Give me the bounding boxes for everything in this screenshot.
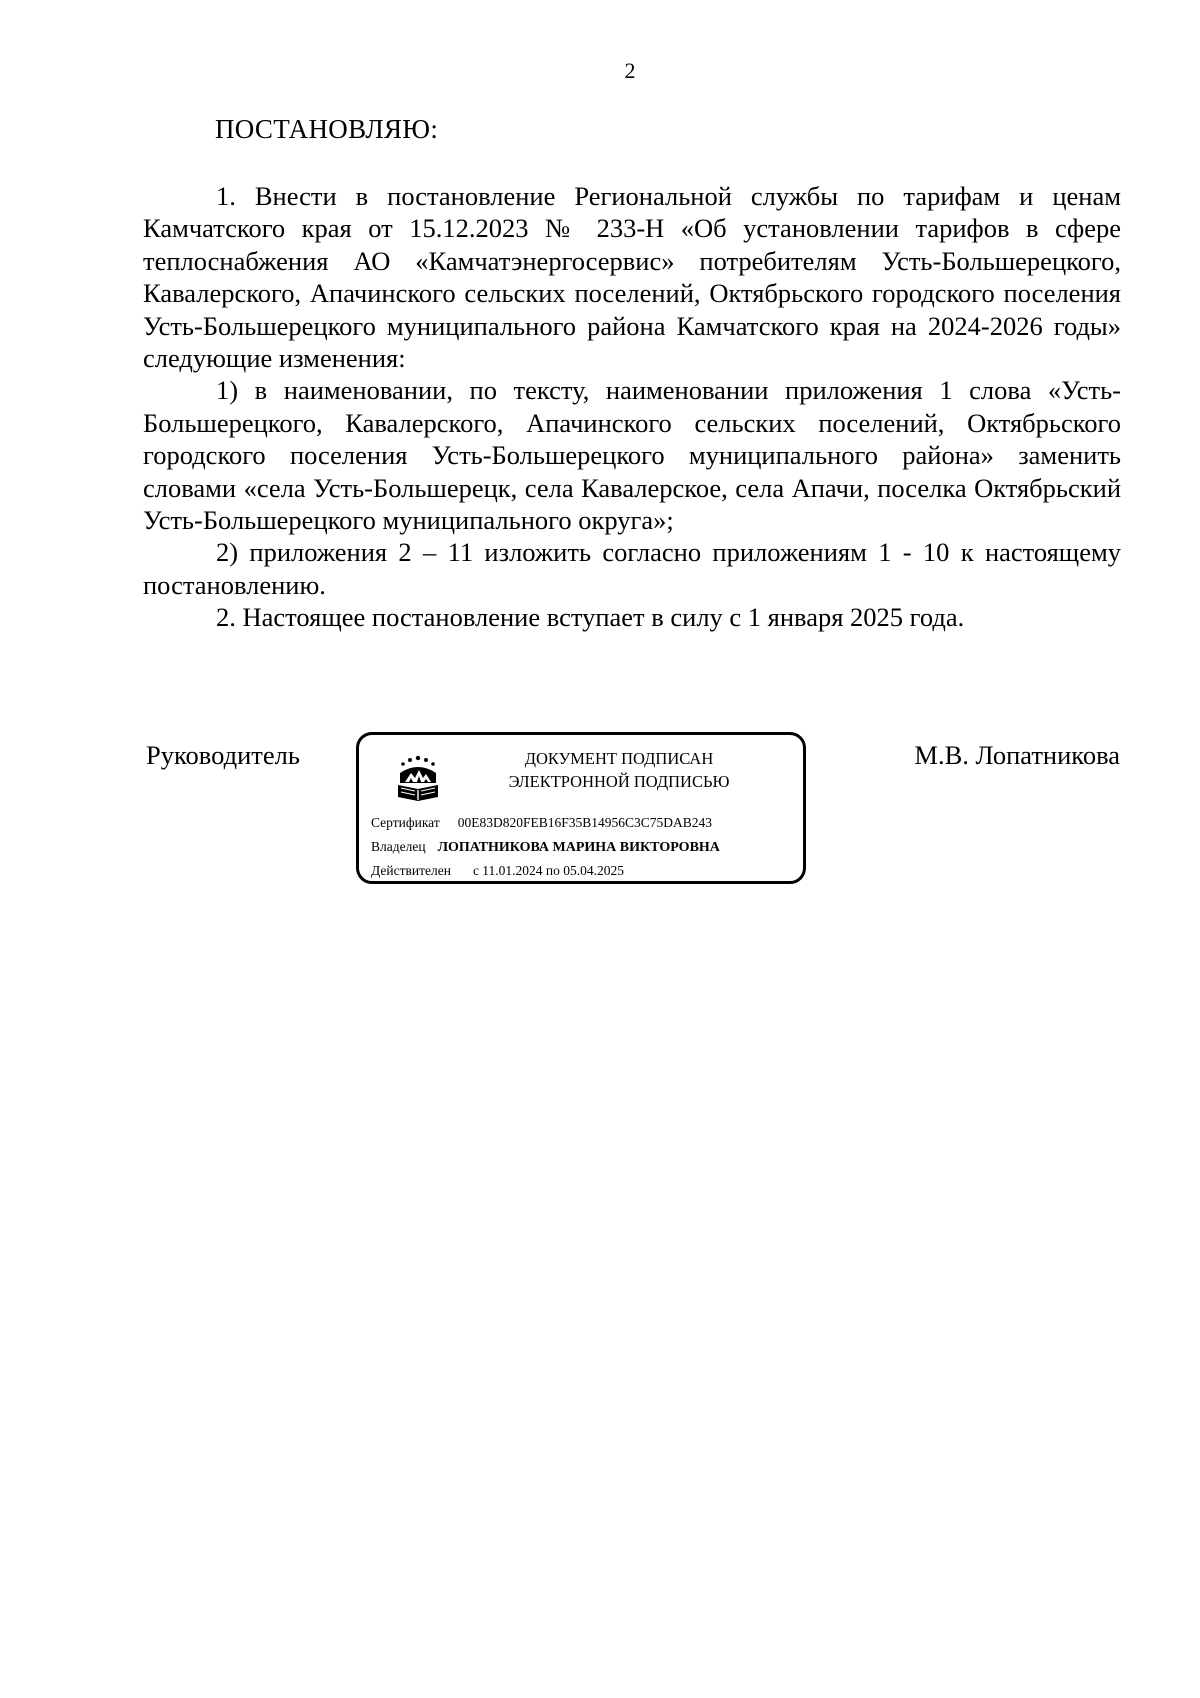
owner-label: Владелец (371, 839, 426, 854)
signer-position: Руководитель (146, 740, 300, 770)
stamp-title-line-1: ДОКУМЕНТ ПОДПИСАН (524, 749, 714, 768)
document-heading: ПОСТАНОВЛЯЮ: (215, 114, 439, 144)
certificate-value: 00E83D820FEB16F35B14956C3C75DAB243 (457, 815, 713, 830)
signature-block (0, 732, 1200, 902)
paragraph-1: 1. Внести в постановление Региональной службы по тарифам и ценам Камчатского края от 15.12.2023 № 233-Н «Об установлении тарифов в сфере теплоснабжения АО «Камчатэнергосервис» потребителям Усть-Большерецкого, Кавалерского, Апачинского сельских поселений, Октябрьского городского поселения Усть-Большерецкого муниципального района Камчатского края на 2024-2026 годы» следующие изменения: (143, 181, 1121, 374)
electronic-signature-stamp (356, 732, 806, 884)
document-body (143, 180, 1121, 634)
stamp-title-line-2: ЭЛЕКТРОННОЙ ПОДПИСЬЮ (508, 772, 730, 791)
paragraph-2: 2. Настоящее постановление вступает в силу с 1 января 2025 года. (216, 602, 965, 633)
stamp-validity-row (371, 863, 624, 879)
stamp-certificate-row (371, 815, 712, 831)
paragraph-1-sub-2: 2) приложения 2 – 11 изложить согласно приложениям 1 - 10 к настоящему постановлению. (143, 537, 1121, 600)
validity-value: с 11.01.2024 по 05.04.2025 (472, 863, 625, 878)
stamp-owner-row (371, 839, 720, 856)
kamchatka-coat-of-arms-icon (395, 753, 441, 803)
page-number: 2 (624, 58, 636, 83)
stamp-title (469, 747, 769, 793)
paragraph-1-sub-1: 1) в наименовании, по тексту, наименовании приложения 1 слова «Усть-Большерецкого, Кавалерского, Апачинского сельских поселений, Октябрьского городского поселения Усть-Большерецкого муниципального района» заменить словами «села Усть-Большерецк, села Кавалерское, села Апачи, поселка Октябрьский Усть-Большерецкого муниципального округа»; (143, 375, 1121, 536)
validity-label: Действителен (371, 863, 451, 878)
signer-name: М.В. Лопатникова (914, 740, 1120, 770)
owner-value: ЛОПАТНИКОВА МАРИНА ВИКТОРОВНА (437, 840, 720, 855)
certificate-label: Сертификат (371, 815, 440, 830)
